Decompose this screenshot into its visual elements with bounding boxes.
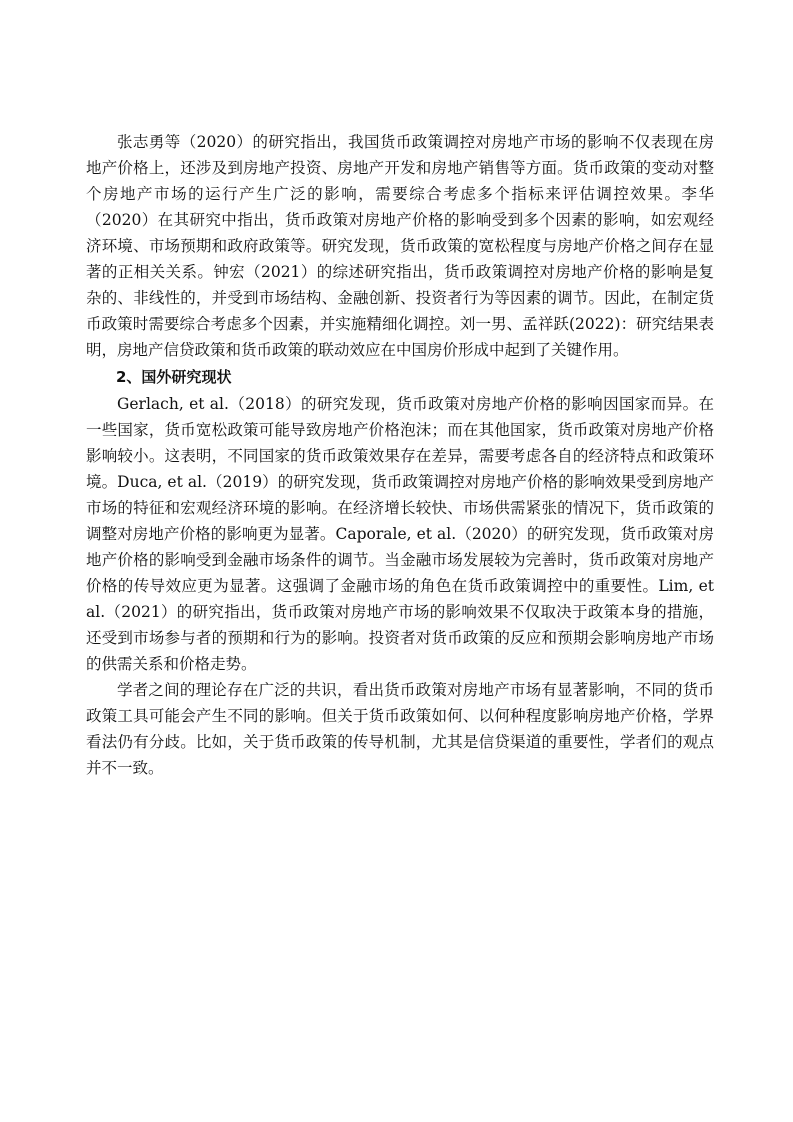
paragraph-summary: 学者之间的理论存在广泛的共识，看出货币政策对房地产市场有显著影响，不同的货币政策工具可能会产生不同的影响。但关于货币政策如何、以何种程度影响房地产价格，学界看法仍有分歧。比如，关于货币政策的传导机制，尤其是信贷渠道的重要性，学者们的观点并不一致。 <box>86 681 714 777</box>
section-heading-foreign-research: 2、国外研究现状 <box>116 368 232 386</box>
paragraph-foreign-research: Gerlach, et al.（2018）的研究发现，货币政策对房地产价格的影响因国家而异。在一些国家，货币宽松政策可能导致房地产价格泡沫；而在其他国家，货币政策对房地产价格影响较小。这表明，不同国家的货币政策效果存在差异，需要考虑各自的经济特点和政策环境。Duca, et al.（2019）的研究发现，货币政策调控对房地产价格的影响效果受到房地产市场的特征和宏观经济环境的影响。在经济增长较快、市场供需紧张的情况下，货币政策的调整对房地产价格的影响更为显著。Caporale, et al.（2020）的研究发现，货币政策对房地产价格的影响受到金融市场条件的调节。当金融市场发展较为完善时，货币政策对房地产价格的传导效应更为显著。这强调了金融市场的角色在货币政策调控中的重要性。Lim, et al.（2021）的研究指出，货币政策对房地产市场的影响效果不仅取决于政策本身的措施，还受到市场参与者的预期和行为的影响。投资者对货币政策的反应和预期会影响房地产市场的供需关系和价格走势。 <box>86 395 714 673</box>
document-body <box>86 129 714 781</box>
paragraph-domestic-research: 张志勇等（2020）的研究指出，我国货币政策调控对房地产市场的影响不仅表现在房地产价格上，还涉及到房地产投资、房地产开发和房地产销售等方面。货币政策的变动对整个房地产市场的运行产生广泛的影响，需要综合考虑多个指标来评估调控效果。李华（2020）在其研究中指出，货币政策对房地产价格的影响受到多个因素的影响，如宏观经济环境、市场预期和政府政策等。研究发现，货币政策的宽松程度与房地产价格之间存在显著的正相关关系。钟宏（2021）的综述研究指出，货币政策调控对房地产价格的影响是复杂的、非线性的，并受到市场结构、金融创新、投资者行为等因素的调节。因此，在制定货币政策时需要综合考虑多个因素，并实施精细化调控。刘一男、孟祥跃(2022)：研究结果表明，房地产信贷政策和货币政策的联动效应在中国房价形成中起到了关键作用。 <box>86 133 714 359</box>
